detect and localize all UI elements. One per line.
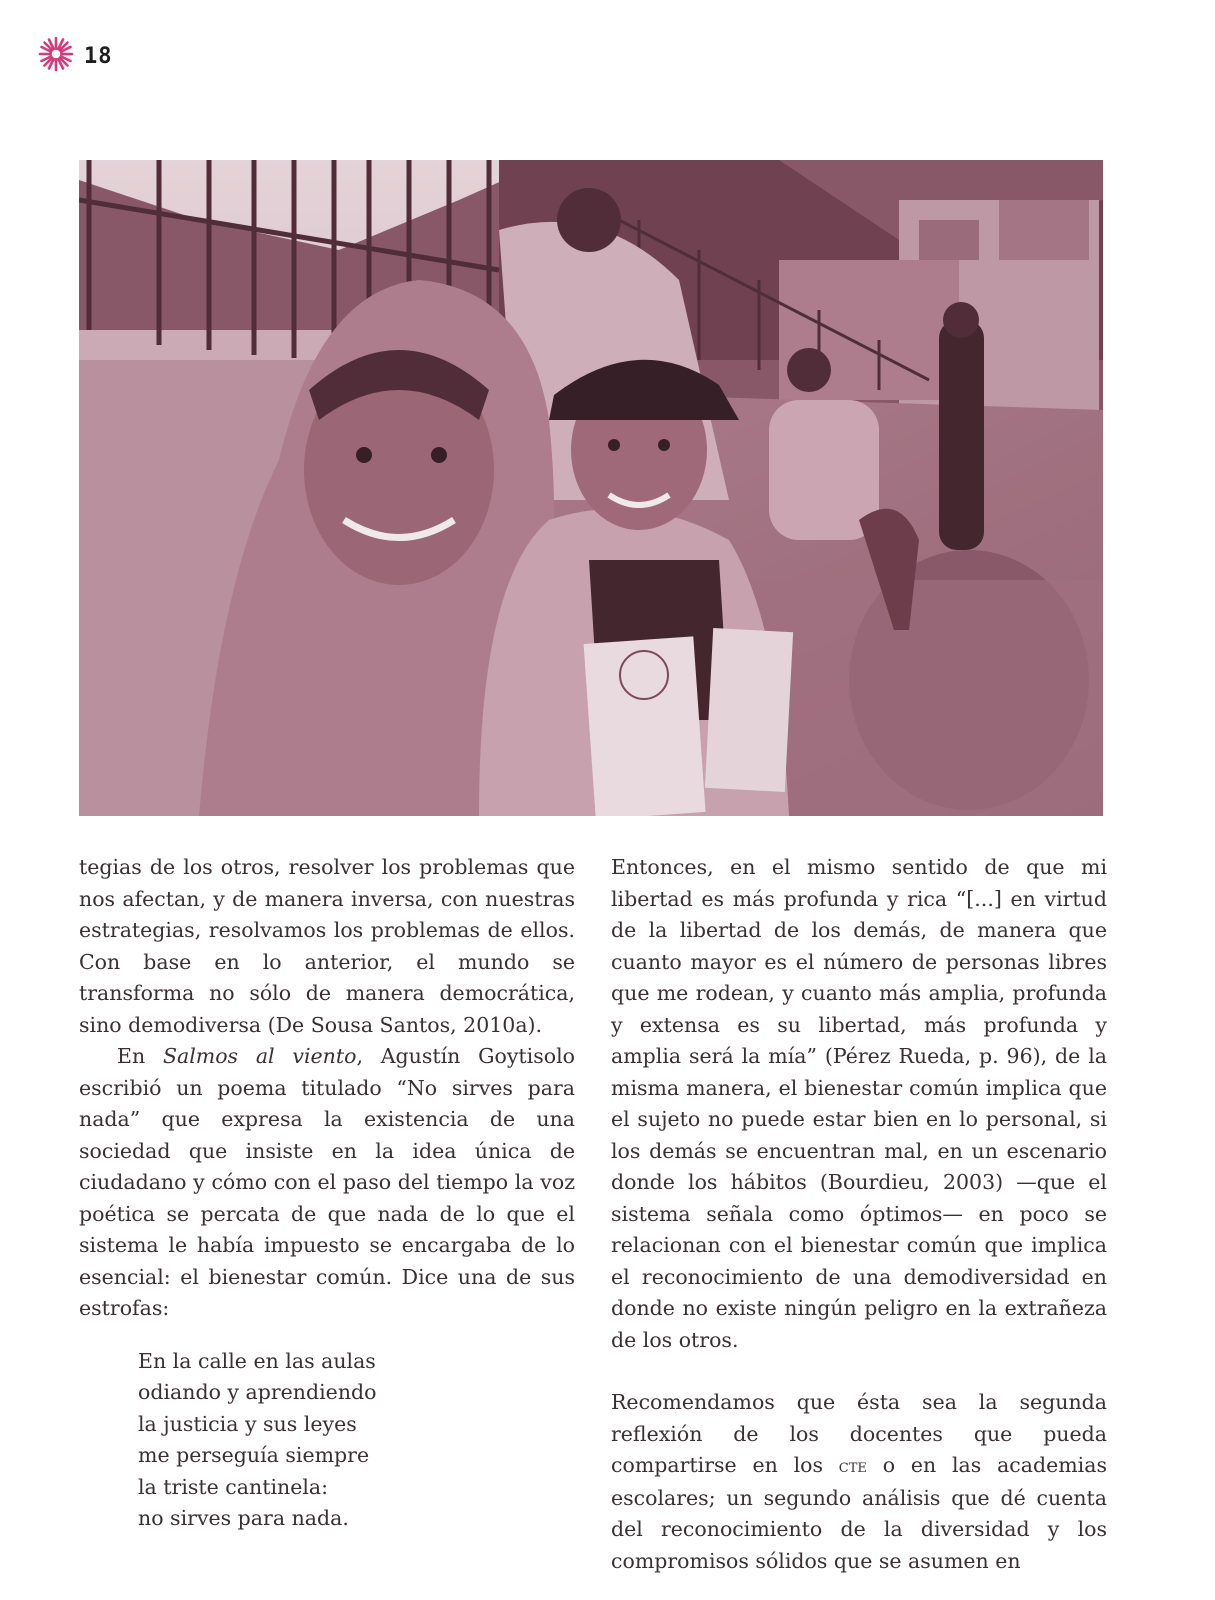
paragraph-text: o en las academias escolares; un segundo análisis que dé cuenta del reconocimiento de la diversidad y los compromisos sólidos que se asumen en	[611, 1453, 1107, 1573]
abbreviation: cte	[838, 1456, 867, 1477]
poem-line: la triste cantinela:	[138, 1474, 329, 1499]
book-title: Salmos al viento	[162, 1044, 357, 1068]
poem-line: la justicia y sus leyes	[138, 1411, 357, 1436]
poem-line: odiando y aprendiendo	[138, 1380, 377, 1404]
paragraph-prefix: En	[117, 1044, 163, 1068]
paragraph: tegias de los otros, resolver los problemas que nos afectan, y de manera inversa, con nuestras estrategias, resolvamos los problemas de ellos. Con base en lo anterior, el mundo se transforma no sólo de manera democrática, sino demodiversa (De Sousa Santos, 2010a).	[79, 855, 575, 1037]
paragraph-text: Recomendamos que ésta sea la segunda reflexión de los docentes que pueda compartirse en los	[611, 1390, 1107, 1477]
poem-stanza	[138, 1346, 575, 1535]
paragraph	[79, 1041, 575, 1325]
page-header	[38, 38, 113, 74]
paragraph-text: , Agustín Goytisolo escribió un poema titulado “No sirves para nada” que expresa la existencia de una sociedad que insiste en la idea única de ciudadano y cómo con el paso del tiempo la voz poética se percata de que nada de lo que el sistema le había impuesto se encargaba de lo esencial: el bienestar común. Dice una de sus estrofas:	[79, 1044, 575, 1320]
left-column	[79, 852, 575, 1535]
poem-line: me perseguía siempre	[138, 1443, 370, 1467]
asterisk-flower-icon	[38, 36, 74, 76]
right-column	[611, 852, 1107, 1577]
poem-line: En la calle en las aulas	[138, 1348, 376, 1373]
page-number: 18	[84, 43, 113, 69]
paragraph	[611, 1387, 1107, 1577]
photograph-children-smiling	[79, 160, 1103, 816]
paragraph: Entonces, en el mismo sentido de que mi libertad es más profunda y rica “[...] en virtud de la libertad de los demás, de manera que cuanto mayor es el número de personas libres que me rodean, y cuanto más amplia, profunda y extensa es su libertad, más profunda y amplia será la mía” (Pérez Rueda, p. 96), de la misma manera, el bienestar común implica que el sujeto no puede estar bien en lo personal, si los demás se encuentran mal, en un escenario donde los hábitos (Bourdieu, 2003) —que el sistema señala como óptimos— en poco se relacionan con el bienestar común que implica el reconocimiento de una demodiversidad en donde no existe ningún peligro en la extrañeza de los otros.	[611, 855, 1107, 1352]
poem-line: no sirves para nada.	[138, 1506, 349, 1530]
